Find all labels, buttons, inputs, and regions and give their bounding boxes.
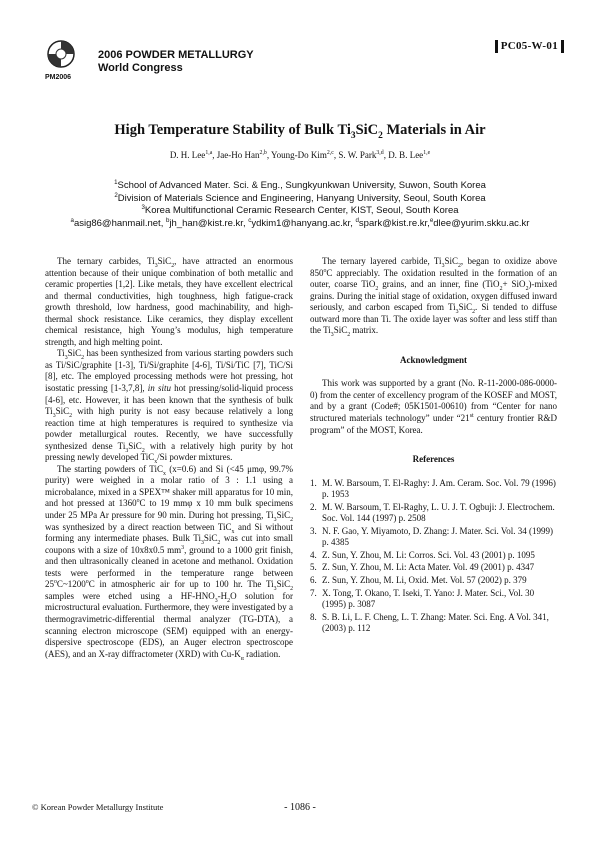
author-affiliation-marker: 1,a [205, 150, 213, 156]
reference-item: 7. X. Tong, T. Okano, T. Iseki, T. Yano: J. Mater. Sci., Vol. 30 (1995) p. 3087 [310, 587, 535, 610]
reference-item: 6. Z. Sun, Y. Zhou, M. Li, Oxid. Met. Vol. 57 (2002) p. 379 [310, 575, 527, 586]
affiliation-line: $^1$School of Advanced Mater. Sci. & Eng., Sungkyunkwan University, Suwon, South Korea [114, 178, 486, 191]
reference-item: 1. M. W. Barsoum, T. El-Raghy: J. Am. Ceram. Soc. Vol. 79 (1996) p. 1953 [310, 477, 556, 500]
author-affiliation-marker: 3,d [376, 150, 384, 156]
paper-code: PC05-W-01 [495, 40, 564, 53]
author-name: D. B. Lee [388, 150, 424, 160]
affiliation-line: $^2$Division of Materials Science and Engineering, Hanyang University, Seoul, South Korea [114, 191, 486, 204]
affiliations [0, 180, 600, 230]
author-list: D. H. Lee$^{1,a}$, Jae-Ho Han$^{2,b}$, Young-Do Kim$^{2,c}$, S. W. Park$^{3,d}$, D. B. Lee$^{1,e}$ [169, 150, 431, 160]
body-paragraph: The ternary layered carbide, $Ti_3SiC_2$, began to oxidize above 850$^o$C appreciably. The oxidation resulted in the formation of an outer, coarse TiO$_2$ grains, and an inner, fine (TiO$_2$+ SiO$_2$)-mixed grains. During the initial stage of oxidation, oxygen diffused inward seriously, and carbon escaped from $Ti_3SiC_2$. Si tended to diffuse outward more than Ti. The oxide layer was softer and less stiff than the $Ti_3SiC_2$ matrix. [310, 256, 558, 339]
left-column [45, 256, 293, 660]
conference-line-1: 2006 POWDER METALLURGY [98, 49, 254, 61]
reference-item: 4. Z. Sun, Y. Zhou, M. Li: Corros. Sci. Vol. 43 (2001) p. 1095 [310, 549, 535, 560]
right-column [310, 256, 557, 636]
conference-line-2: World Congress [98, 62, 183, 74]
reference-item: 8. S. B. Li, L. F. Cheng, L. T. Zhang: Mater. Sci. Eng. A Vol. 341, (2003) p. 112 [310, 611, 549, 634]
reference-list [310, 478, 557, 635]
author-name: Jae-Ho Han [216, 150, 260, 160]
acknowledgment-heading: Acknowledgment [400, 354, 467, 365]
email-line: $^a$asig86@hanmail.net, $^b$jh_han@kist.re.kr, $^c$ydkim1@hanyang.ac.kr, $^d$spark@kist.re.kr,$^e$dlee@yurim.skku.ac.kr [70, 216, 530, 229]
copyright-notice: © Korean Powder Metallurgy Institute [32, 802, 164, 812]
paper-title: High Temperature Stability of Bulk $Ti_3SiC_2$ Materials in Air [114, 122, 486, 141]
right-body [310, 256, 557, 337]
reference-item: 5. Z. Sun, Y. Zhou, M. Li: Acta Mater. Vol. 49 (2001) p. 4347 [310, 562, 535, 573]
body-paragraph: The ternary carbides, $Ti_3SiC_2$, have attracted an enormous attention because of their unique combination of both metallic and ceramic properties [1,2]. Like metals, they have excellent electrical and thermal conductivities, high toughness, high fatigue-crack growth threshold, low hardness, good machinability, and high-thermal shock resistance. Like ceramics, they display excellent chemical resistance, high Young’s modulus, high temperature strength, and high melting point. [45, 256, 293, 347]
author-affiliation-marker: 2,c [326, 150, 334, 156]
author-name: Young-Do Kim [271, 150, 327, 160]
reference-item: 2. M. W. Barsoum, T. El-Raghy, L. U. J. T. Ogbuji: J. Electrochem. Soc. Vol. 144 (1997) p. 2508 [310, 501, 555, 524]
author-name: S. W. Park [338, 150, 377, 160]
body-paragraph: The starting powders of TiC$_x$ (x=0.6) and Si (<45 μmφ, 99.7% purity) were weighed in a molar ratio of 3 : 1.1 using a microbalance, mixed in a SPEX™ shaker mill apparatus for 10 min, and hot pressed at 1360$^o$C to 19 mmφ x 10 mm bulk specimens under 25 MPa Ar pressure for 90 min. During hot pressing, $Ti_3SiC_2$ was synthesized by a direct reaction between TiC$_x$ and Si without forming any intermediate phases. Bulk $Ti_3SiC_2$ was cut into small coupons with a size of 10x8x0.5 $mm^3$, ground to a 1000 grit finish, and then ultrasonically cleaned in acetone and methanol. Oxidation tests were performed in the temperature range between 25$^o$C~1200$^o$C in atmospheric air for up to 100 hr. The $Ti_3SiC_2$ samples were etched using a $HF-HNO_3-H_2O$ solution for microstructural evaluation. Furthermore, they were investigated by a thermogravimetric-differential thermal analyzer (TG-DTA), a scanning electron microscope (SEM) equipped with an energy-dispersive spectroscope (EDS), an Auger electron spectroscope (AES), and an X-ray diffractometer (XRD) with $Cu-K_\alpha$ radiation. [45, 463, 294, 662]
reference-item: 3. N. F. Gao, Y. Miyamoto, D. Zhang: J. Mater. Sci. Vol. 34 (1999) p. 4385 [310, 525, 553, 548]
author-affiliation-marker: 1,e [423, 150, 431, 156]
conference-name [98, 49, 254, 75]
logo-text: PM2006 [45, 74, 72, 81]
body-paragraph: $Ti_3SiC_2$ has been synthesized from various starting powders such as Ti/SiC/graphite [1-3], Ti/Si/graphite [4-6], Ti/Si/TiC [7], TiC/Si [8], etc. The employed processing methods were hot pressing, hot isostatic pressing [1-3,7,8], in situ hot pressing/solid-liquid process [4-6], etc. However, it has been known that the synthesis of bulk $Ti_3SiC_2$ with high purity is not easy because relatively a long reaction time at high temperatures is required to synthesize via powder metallurgical routes. Recently, we have successfully synthesized dense $Ti_3SiC_2$ with a relatively high purity by hot pressing newly developed TiC$_x$/Si powder mixtures. [45, 348, 293, 466]
page-number: - 1086 - [284, 802, 316, 813]
acknowledgment-text: This work was supported by a grant (No. R-11-2000-086-0000-0) from the center of excellency program of the KOSEF and MOST, and by a grant (Code#; 05K1501-00610) from “Center for nano structured materials technology” under “21st century frontier R&D program” of the MOST, Korea. [310, 378, 557, 435]
references-heading: References [412, 454, 455, 465]
author-name: D. H. Lee [169, 150, 206, 160]
affiliation-line: $^3$Korea Multifunctional Ceramic Research Center, KIST, Seoul, South Korea [141, 203, 459, 216]
author-affiliation-marker: 2,b [259, 150, 267, 156]
